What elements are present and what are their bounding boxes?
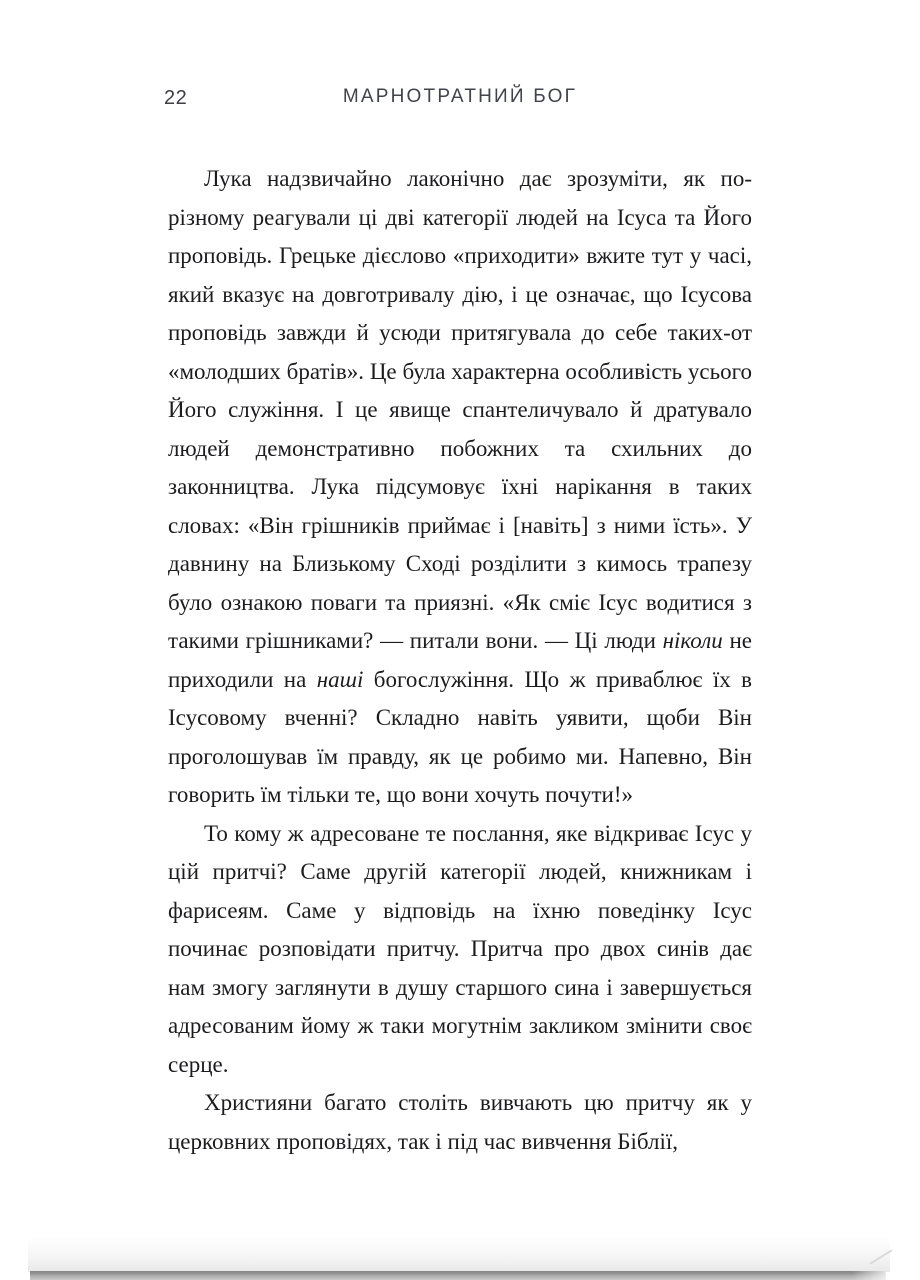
running-title: МАРНОТРАТНИЙ БОГ — [342, 86, 578, 107]
page-number: 22 — [164, 87, 188, 109]
paragraph: Християни багато століть вивчають цю притчу як у церковних проповідях, так і під час вивчення Біблії, — [168, 1090, 752, 1154]
body-text — [168, 160, 752, 1161]
paragraph: Лука надзвичайно лаконічно дає зрозуміти, як по-різному реагували ці дві категорії людей на Ісуса та Його проповідь. Грецьке дієслово «приходити» вжите тут у часі, який вказує на довготривалу дію, і це означає, що Ісусова проповідь завжди й усюди притягувала до себе таких-от «молодших братів». Це була характерна особливість усього Його служіння. І це явище спантеличувало й дратувало людей демонстративно побожних та схильних до законництва. Лука підсумовує їхні нарікання в таких словах: «Він грішників приймає і [навіть] з ними їсть». У давнину на Близькому Сході розділити з кимось трапезу було ознакою поваги та приязні. «Як сміє Ісус водитися з такими грішниками? — питали вони. — Ці люди ніколи не приходили на наші богослужіння. Що ж приваблює їх в Ісусовому вченні? Складно навіть уявити, щоби Він проголошував їм правду, як це робимо ми. Напевно, Він говорить їм тільки те, що вони хочуть почути!» — [168, 166, 752, 807]
page-header — [0, 86, 920, 112]
page-bottom-edge — [30, 1271, 886, 1280]
emphasized-text: ніколи — [662, 628, 723, 653]
paragraph: То кому ж адресоване те послання, яке відкриває Ісус у цій притчі? Саме другій категорії людей, книжникам і фарисеям. Саме у відповідь на їхню поведінку Ісус починає розповідати притчу. Притча про двох синів дає нам змогу заглянути в душу старшого сина і завершується адресованим йому ж таки могутнім закликом змінити своє серце. — [168, 820, 752, 1077]
emphasized-text: наші — [316, 666, 364, 692]
page-bottom-shadow — [28, 1236, 890, 1272]
